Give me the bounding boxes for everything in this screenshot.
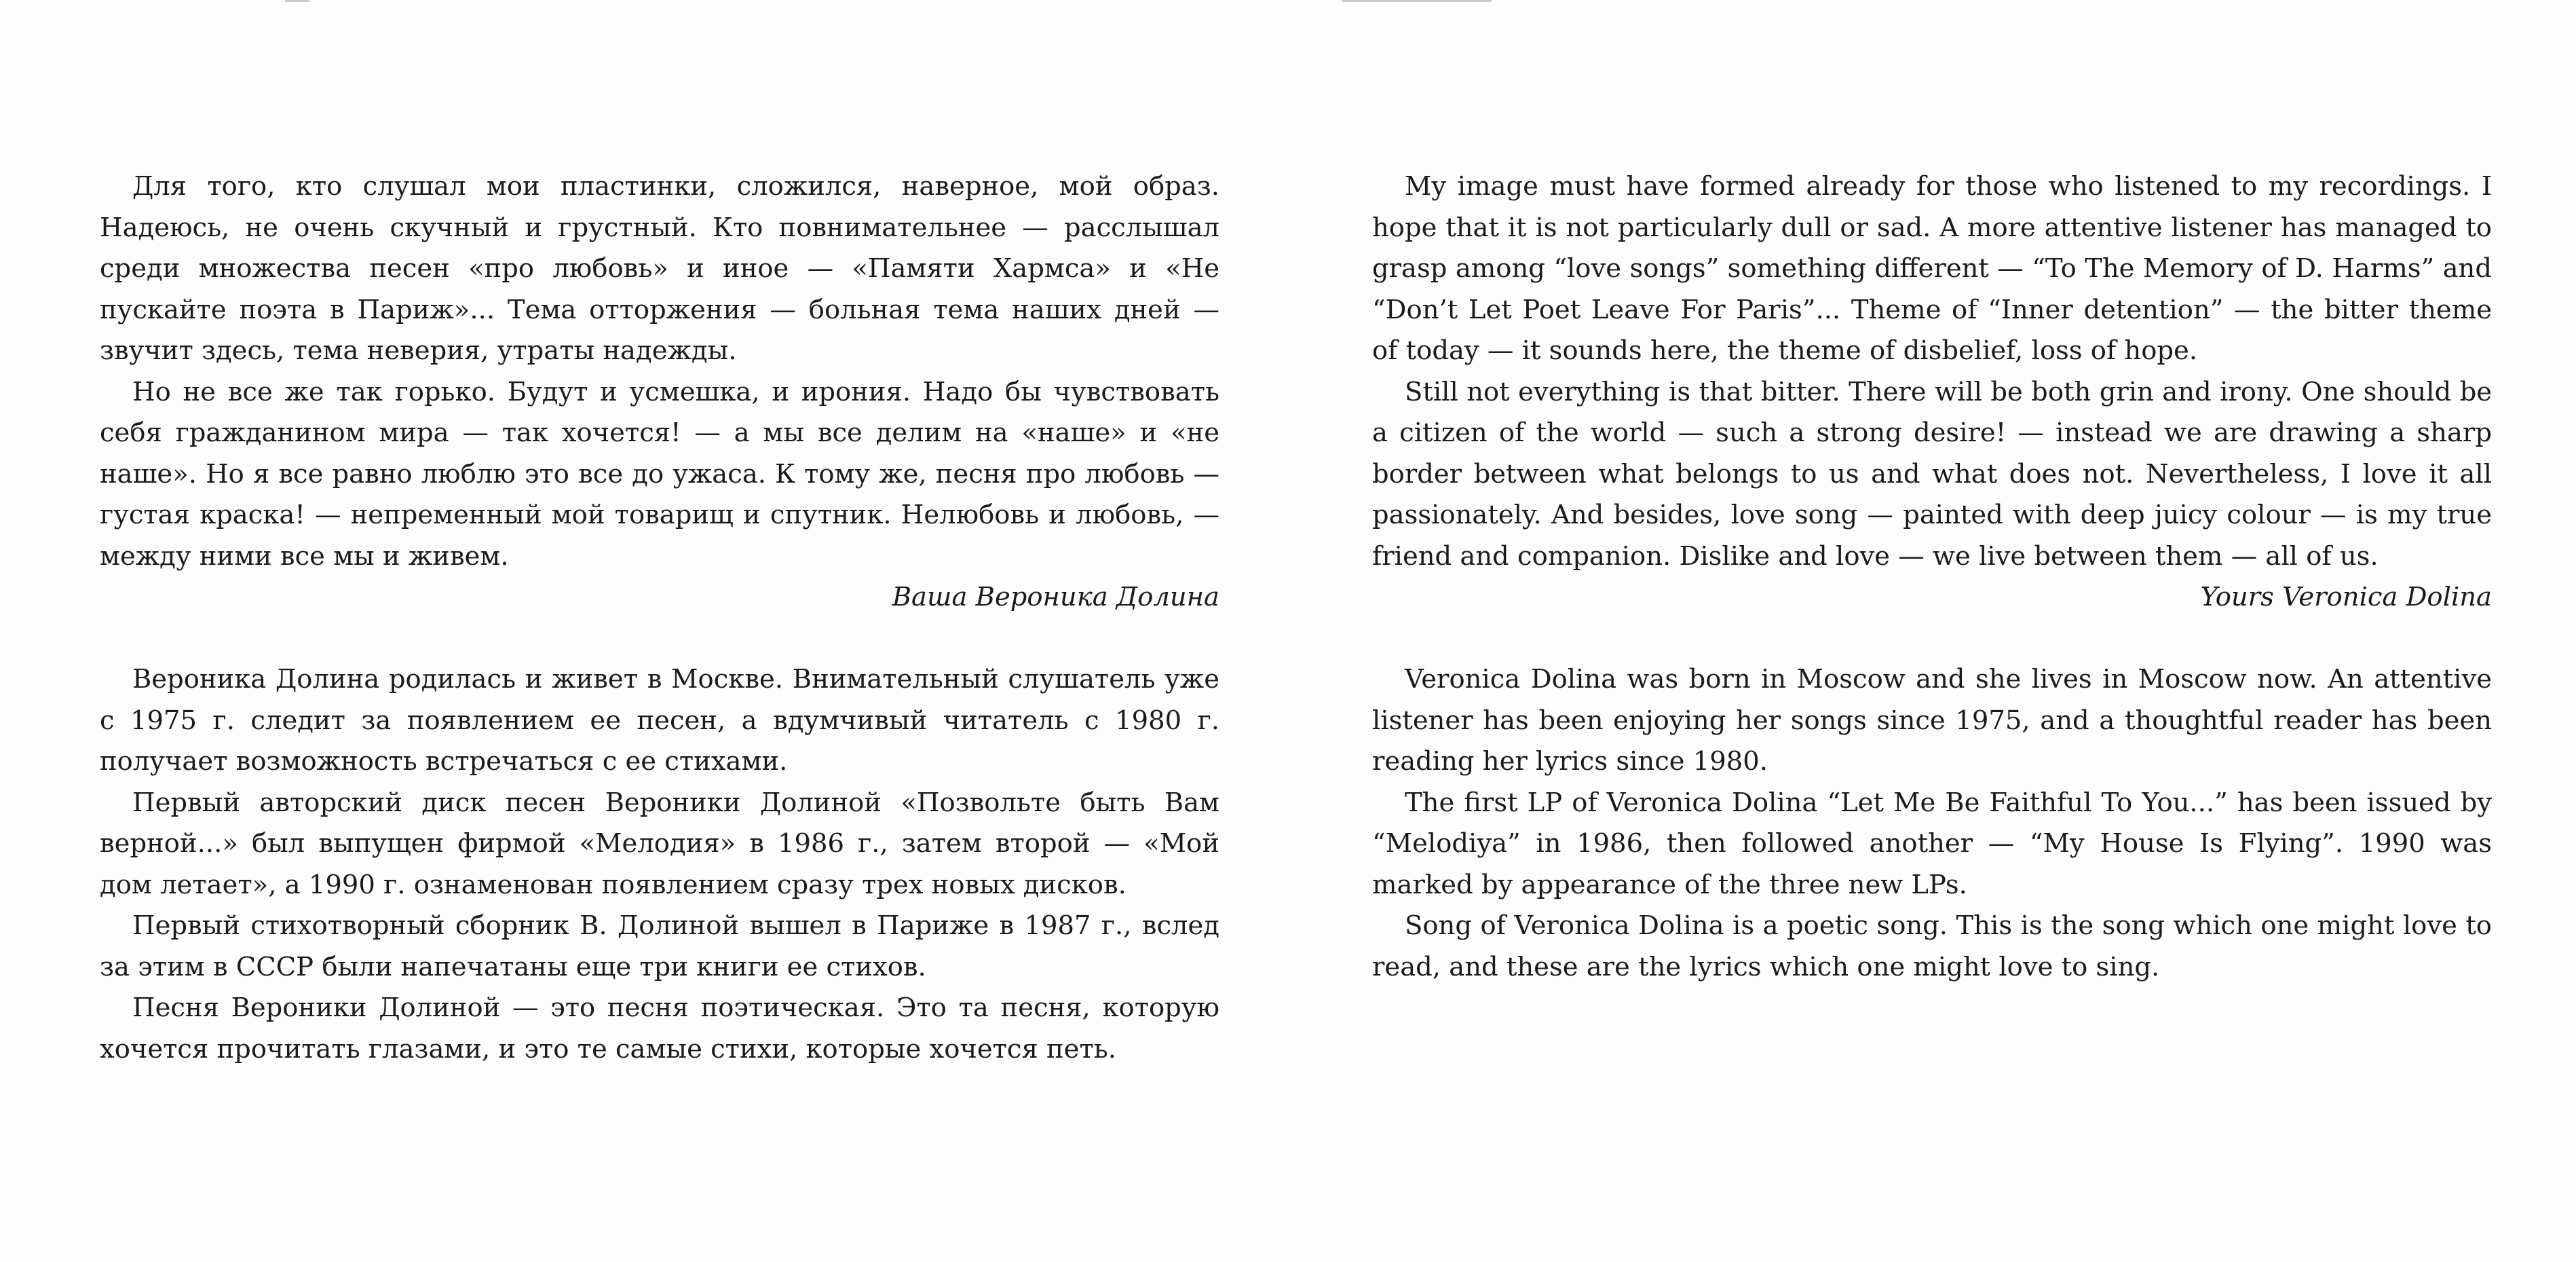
author-signature: Yours Veronica Dolina	[2200, 582, 2492, 612]
bio-paragraph: Вероника Долина родилась и живет в Москве. Внимательный слушатель уже с 1975 г. следит за появлением ее песен, а вдумчивый читатель с 1980 г. получает возможность встречаться с ее стихами.	[100, 664, 1219, 777]
scan-artifact	[1342, 0, 1403, 2]
preface-paragraph: Но не все же так горько. Будут и усмешка, и ирония. Надо бы чувствовать себя гражданином мира — так хочется! — а мы все делим на «наше» и «не наше». Но я все равно люблю это все до ужаса. К тому же, песня про любовь — густая краска! — непременный мой товарищ и спутник. Нелюбовь и любовь, — между ними все мы и живем.	[100, 376, 1219, 572]
author-signature: Ваша Вероника Долина	[892, 582, 1219, 612]
scan-artifact	[285, 0, 309, 2]
bio-paragraph: Песня Вероники Долиной — это песня поэтическая. Это та песня, которую хочется прочитать глазами, и это те самые стихи, которые хочется петь.	[100, 992, 1219, 1064]
preface-paragraph: Still not everything is that bitter. There will be both grin and irony. One should be a citizen of the world — such a strong desire! — instead we are drawing a sharp border between what belongs to us and what does not. Nevertheless, I love it all passionately. And besides, love song — painted with deep juicy colour — is my true friend and companion. Dislike and love — we live between them — all of us.	[1372, 376, 2492, 572]
scan-artifact	[1397, 0, 1492, 2]
english-text-column	[1372, 166, 2492, 988]
preface-paragraph: My image must have formed already for those who listened to my recordings. I hope that it is not particularly dull or sad. A more attentive listener has managed to grasp among “love songs” something different — “To The Memory of D. Harms” and “Don’t Let Poet Leave For Paris”... Theme of “Inner detention” — the bitter theme of today — it sounds here, the theme of disbelief, loss of hope.	[1372, 171, 2492, 366]
right-page	[1288, 0, 2576, 1262]
russian-text-column	[100, 166, 1219, 1070]
section-gap	[1372, 618, 2492, 660]
bio-paragraph: Veronica Dolina was born in Moscow and she lives in Moscow now. An attentive listener has been enjoying her songs since 1975, and a thoughtful reader has been reading her lyrics since 1980.	[1372, 664, 2492, 777]
bio-paragraph: Первый стихотворный сборник В. Долиной вышел в Париже в 1987 г., вслед за этим в СССР были напечатаны еще три книги ее стихов.	[100, 910, 1219, 982]
bio-paragraph: The first LP of Veronica Dolina “Let Me Be Faithful To You...” has been issued by “Melodiya” in 1986, then followed another — “My House Is Flying”. 1990 was marked by appearance of the three new LPs.	[1372, 787, 2492, 900]
bio-paragraph: Первый авторский диск песен Вероники Долиной «Позвольте быть Вам верной...» был выпущен фирмой «Мелодия» в 1986 г., затем второй — «Мой дом летает», а 1990 г. ознаменован появлением сразу трех новых дисков.	[100, 787, 1219, 900]
section-gap	[100, 618, 1219, 660]
bio-paragraph: Song of Veronica Dolina is a poetic song. This is the song which one might love to read, and these are the lyrics which one might love to sing.	[1372, 910, 2492, 982]
preface-paragraph: Для того, кто слушал мои пластинки, сложился, наверное, мой образ. Надеюсь, не очень скучный и грустный. Кто повнимательнее — расслышал среди множества песен «про любовь» и иное — «Памяти Хармса» и «Не пускайте поэта в Париж»... Тема отторжения — больная тема наших дней — звучит здесь, тема неверия, утраты надежды.	[100, 171, 1219, 366]
